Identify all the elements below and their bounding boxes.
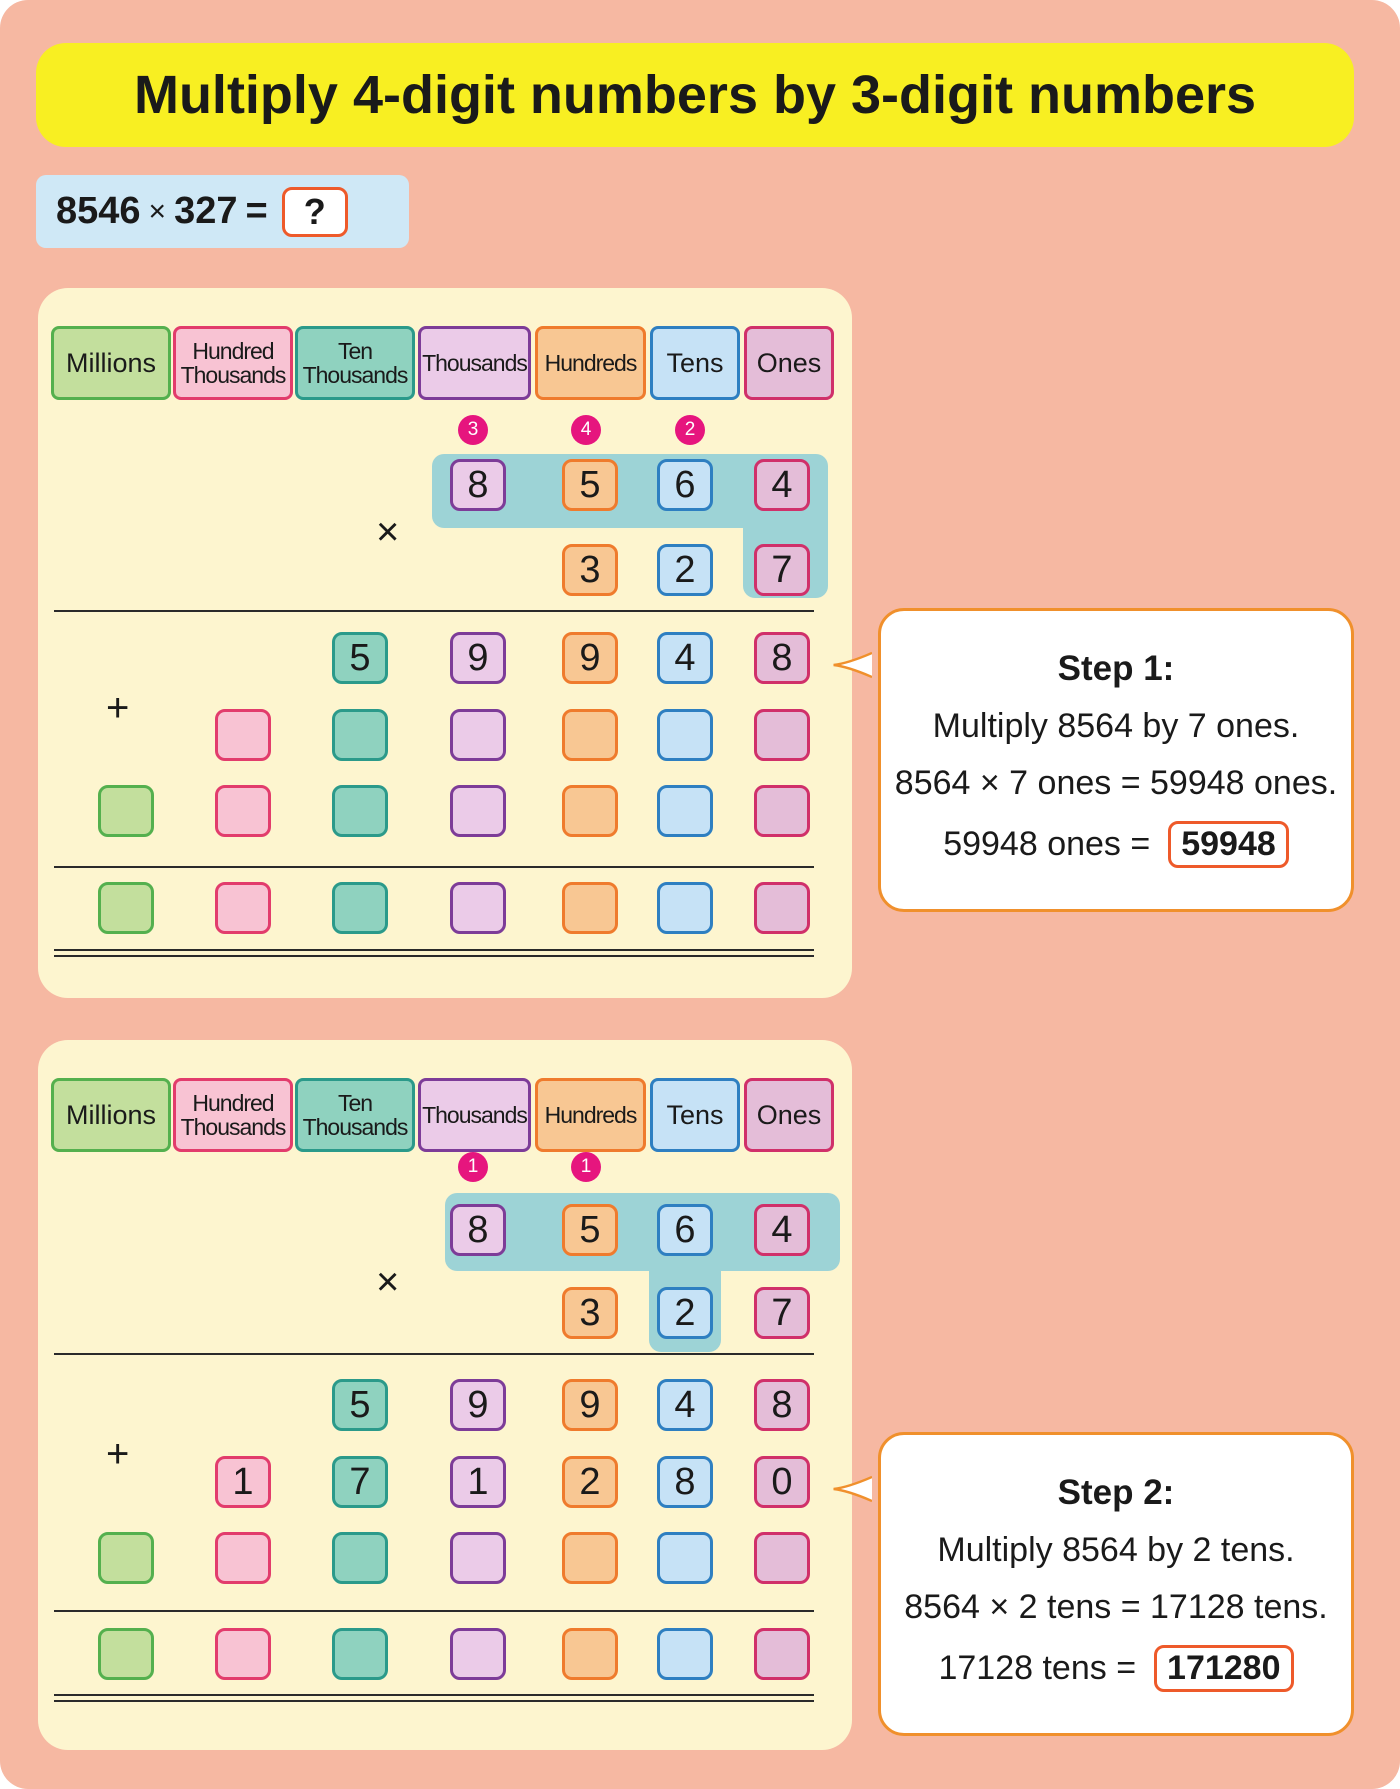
empty-sum-box[interactable] <box>450 1628 506 1680</box>
empty-sum-box[interactable] <box>98 1628 154 1680</box>
times-sign: × <box>376 1260 400 1304</box>
partial-product-digit: 8 <box>754 1379 810 1431</box>
multiplier-digit: 2 <box>657 544 713 596</box>
empty-sum-box[interactable] <box>657 882 713 934</box>
empty-answer-box[interactable] <box>98 785 154 837</box>
multiplicand-digit: 8 <box>450 1204 506 1256</box>
step2-title: Step 2: <box>1057 1473 1175 1512</box>
partial-product-digit: 8 <box>657 1456 713 1508</box>
multiplication-rule <box>54 1353 814 1355</box>
equation-left: 8546 <box>56 190 141 232</box>
empty-answer-box[interactable] <box>754 709 810 761</box>
empty-sum-box[interactable] <box>332 882 388 934</box>
multiplicand-digit: 6 <box>657 1204 713 1256</box>
plus-sign: + <box>106 686 130 730</box>
carry-thousands: 1 <box>458 1152 488 1182</box>
empty-answer-box[interactable] <box>332 785 388 837</box>
partial-product-digit: 9 <box>562 1379 618 1431</box>
final-double-rule-bottom <box>54 955 814 957</box>
multiplication-rule <box>54 610 814 612</box>
empty-answer-box[interactable] <box>450 709 506 761</box>
empty-answer-box[interactable] <box>98 1532 154 1584</box>
header-tens: Tens <box>650 1078 740 1152</box>
empty-answer-box[interactable] <box>215 709 271 761</box>
header-ten-thousands-l2: Thousands <box>302 362 408 388</box>
partial-product-digit: 4 <box>657 1379 713 1431</box>
empty-answer-box[interactable] <box>657 709 713 761</box>
header-ten-thousands <box>295 1078 415 1152</box>
partial-product-digit: 7 <box>332 1456 388 1508</box>
carry-tens: 2 <box>675 415 705 445</box>
empty-answer-box[interactable] <box>215 1532 271 1584</box>
empty-answer-box[interactable] <box>562 785 618 837</box>
header-hundred-thousands-l2: Thousands <box>180 1114 286 1140</box>
empty-sum-box[interactable] <box>332 1628 388 1680</box>
place-value-panel-step1 <box>38 288 852 998</box>
header-tens: Tens <box>650 326 740 400</box>
header-hundred-thousands-l1: Hundred <box>192 337 274 364</box>
empty-answer-box[interactable] <box>332 1532 388 1584</box>
partial-product-digit: 4 <box>657 632 713 684</box>
plus-sign: + <box>106 1432 130 1476</box>
partial-product-digit: 1 <box>215 1456 271 1508</box>
equation-right: 327 <box>174 190 238 232</box>
empty-sum-box[interactable] <box>215 1628 271 1680</box>
step1-callout <box>878 608 1354 912</box>
empty-sum-box[interactable] <box>657 1628 713 1680</box>
header-ones: Ones <box>744 1078 834 1152</box>
multiplier-digit: 3 <box>562 544 618 596</box>
carry-hundreds: 1 <box>571 1152 601 1182</box>
step2-line1: Multiply 8564 by 2 tens. <box>937 1531 1295 1569</box>
multiplicand-digit: 4 <box>754 459 810 511</box>
empty-answer-box[interactable] <box>562 709 618 761</box>
final-double-rule-top <box>54 949 814 951</box>
empty-sum-box[interactable] <box>562 882 618 934</box>
page-title: Multiply 4-digit numbers by 3-digit numbers <box>36 43 1354 147</box>
multiplier-digit: 7 <box>754 1287 810 1339</box>
step1-line1: Multiply 8564 by 7 ones. <box>932 707 1300 745</box>
final-double-rule-bottom <box>54 1700 814 1702</box>
header-millions: Millions <box>51 1078 171 1152</box>
partial-product-digit: 9 <box>450 632 506 684</box>
header-ten-thousands-l1: Ten <box>337 1089 373 1116</box>
header-hundred-thousands <box>173 326 293 400</box>
header-thousands: Thousands <box>418 1078 531 1152</box>
empty-answer-box[interactable] <box>754 1532 810 1584</box>
empty-answer-box[interactable] <box>657 785 713 837</box>
empty-sum-box[interactable] <box>215 882 271 934</box>
empty-sum-box[interactable] <box>754 1628 810 1680</box>
problem-equation <box>36 175 409 248</box>
partial-product-digit: 2 <box>562 1456 618 1508</box>
step2-callout-pointer <box>832 1469 872 1509</box>
empty-answer-box[interactable] <box>657 1532 713 1584</box>
header-hundred-thousands-l2: Thousands <box>180 362 286 388</box>
step1-answer-box: 59948 <box>1168 821 1289 868</box>
multiplier-digit: 2 <box>657 1287 713 1339</box>
step2-callout <box>878 1432 1354 1736</box>
multiplicand-digit: 8 <box>450 459 506 511</box>
partial-product-digit: 1 <box>450 1456 506 1508</box>
header-millions: Millions <box>51 326 171 400</box>
empty-answer-box[interactable] <box>754 785 810 837</box>
header-hundred-thousands <box>173 1078 293 1152</box>
equation-times: × <box>148 194 167 228</box>
step2-line3-text: 17128 tens = <box>938 1649 1137 1687</box>
partial-product-digit: 5 <box>332 1379 388 1431</box>
empty-sum-box[interactable] <box>98 882 154 934</box>
empty-answer-box[interactable] <box>562 1532 618 1584</box>
step1-line3-text: 59948 ones = <box>943 825 1151 863</box>
header-ones: Ones <box>744 326 834 400</box>
final-double-rule-top <box>54 1694 814 1696</box>
step2-line2: 8564 × 2 tens = 17128 tens. <box>904 1588 1328 1626</box>
partial-product-digit: 0 <box>754 1456 810 1508</box>
empty-answer-box[interactable] <box>215 785 271 837</box>
header-hundreds: Hundreds <box>535 1078 646 1152</box>
empty-answer-box[interactable] <box>450 785 506 837</box>
step2-line3 <box>881 1645 1351 1692</box>
empty-answer-box[interactable] <box>450 1532 506 1584</box>
multiplier-digit: 7 <box>754 544 810 596</box>
times-sign: × <box>376 510 400 554</box>
header-ten-thousands <box>295 326 415 400</box>
multiplier-digit: 3 <box>562 1287 618 1339</box>
partial-product-digit: 9 <box>450 1379 506 1431</box>
equation-equals: = <box>245 190 268 232</box>
addition-rule <box>54 866 814 868</box>
step1-line3 <box>881 821 1351 868</box>
empty-sum-box[interactable] <box>562 1628 618 1680</box>
empty-answer-box[interactable] <box>332 709 388 761</box>
partial-product-digit: 8 <box>754 632 810 684</box>
header-hundreds: Hundreds <box>535 326 646 400</box>
carry-hundreds: 4 <box>571 415 601 445</box>
partial-product-digit: 5 <box>332 632 388 684</box>
place-value-panel-step2 <box>38 1040 852 1750</box>
carry-thousands: 3 <box>458 415 488 445</box>
step1-callout-pointer <box>832 645 872 685</box>
step1-title: Step 1: <box>1057 649 1175 688</box>
step1-line2: 8564 × 7 ones = 59948 ones. <box>894 764 1338 802</box>
header-ten-thousands-l1: Ten <box>337 337 373 364</box>
multiplicand-digit: 5 <box>562 1204 618 1256</box>
multiplicand-digit: 5 <box>562 459 618 511</box>
empty-sum-box[interactable] <box>450 882 506 934</box>
multiplicand-digit: 6 <box>657 459 713 511</box>
step2-answer-box: 171280 <box>1154 1645 1293 1692</box>
header-ten-thousands-l2: Thousands <box>302 1114 408 1140</box>
addition-rule <box>54 1610 814 1612</box>
unknown-answer-box: ? <box>282 187 348 237</box>
partial-product-digit: 9 <box>562 632 618 684</box>
multiplicand-digit: 4 <box>754 1204 810 1256</box>
header-hundred-thousands-l1: Hundred <box>192 1089 274 1116</box>
header-thousands: Thousands <box>418 326 531 400</box>
empty-sum-box[interactable] <box>754 882 810 934</box>
